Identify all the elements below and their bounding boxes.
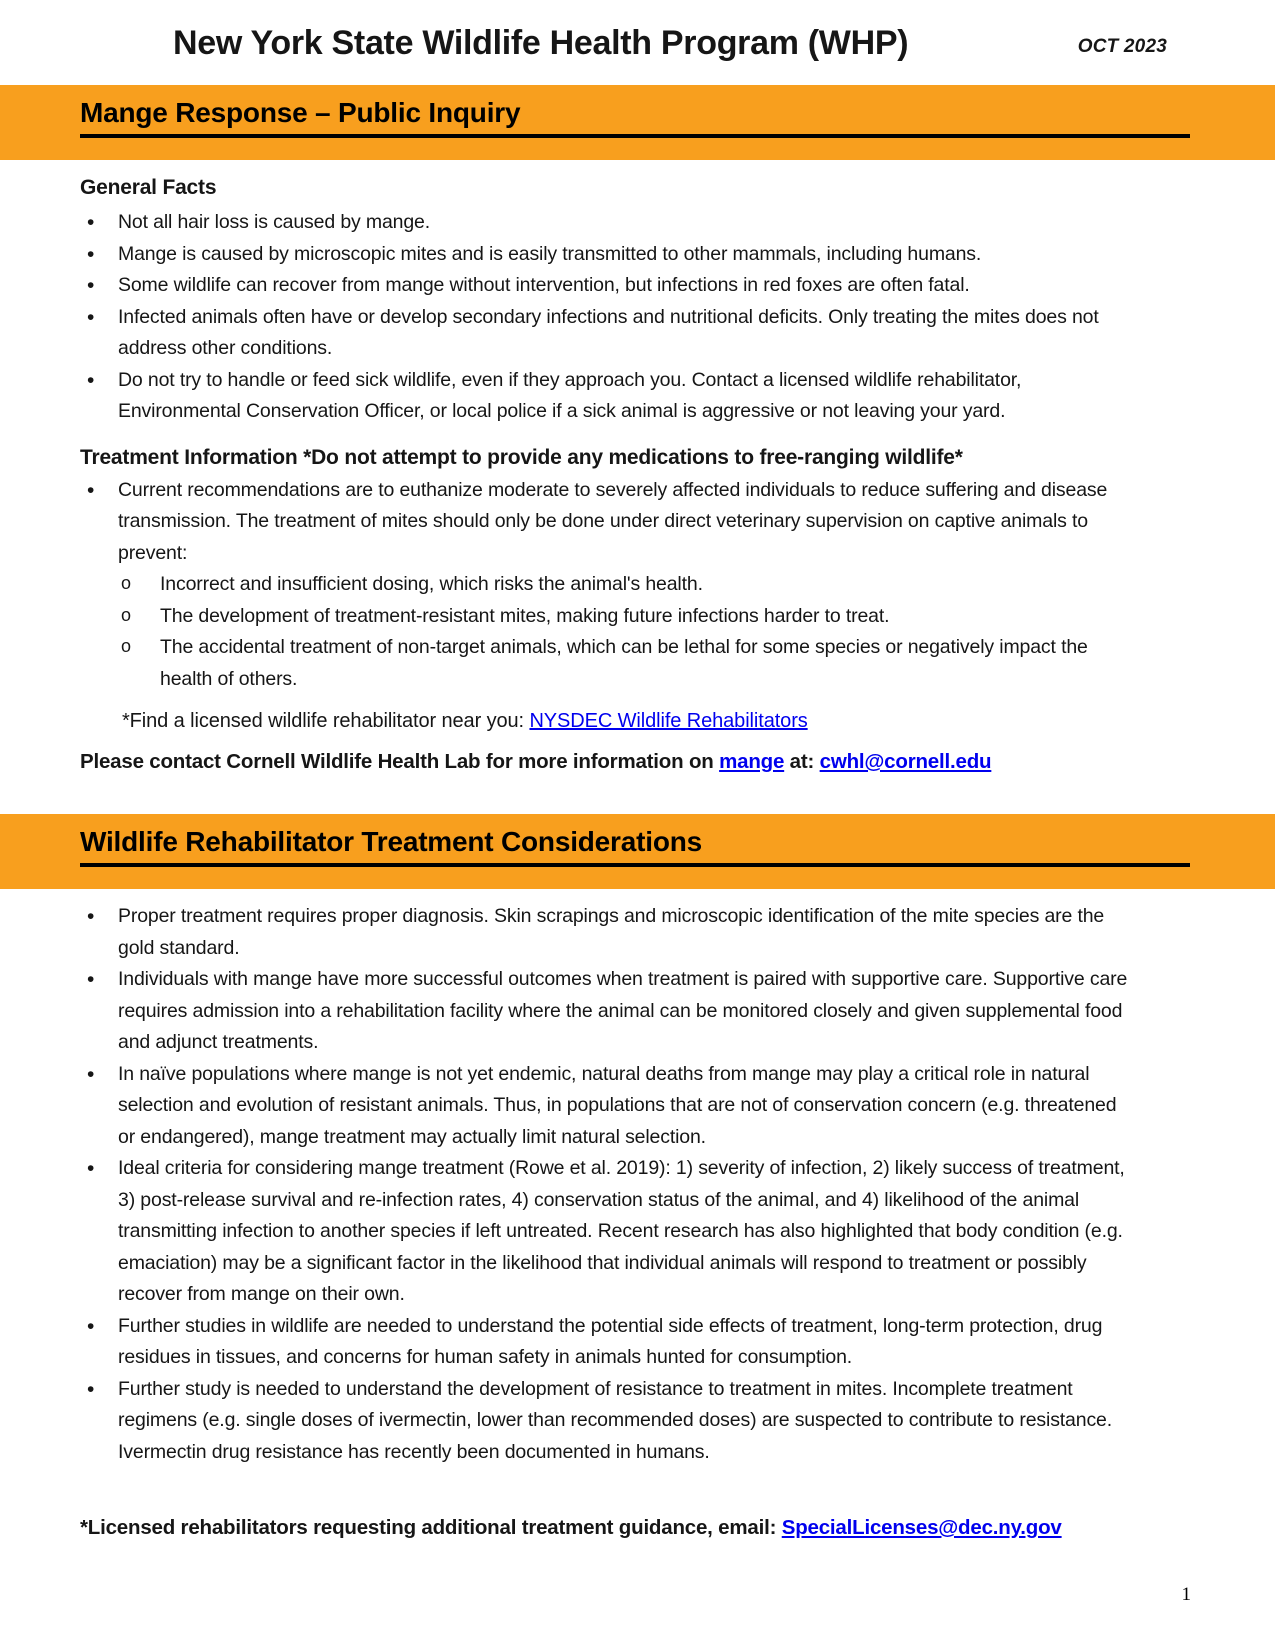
list-item: • Ideal criteria for considering mange treatment (Rowe et al. 2019): 1) severity of infection, 2) likely success of treatment, 3) post-release survival and re-infection rates, 4) conservation status of the animal, and 4) likelihood of the animal transmitting infection to another species if left untreated. Recent research has also highlighted that body condition (e.g. emaciation) may be a significant factor in the likelihood that individual animals will respond to treatment or possibly recover from mange on their own. xyxy=(80,1153,1135,1311)
cwhl-email-link[interactable]: cwhl@cornell.edu xyxy=(819,750,992,773)
document-date: OCT 2023 xyxy=(1077,36,1167,57)
considerations-list xyxy=(80,901,1135,1468)
general-facts-list xyxy=(80,207,1135,428)
find-rehabilitator-text: *Find a licensed wildlife rehabilitator near you: xyxy=(122,710,530,732)
sub-list-item: o Incorrect and insufficient dosing, which risks the animal's health. xyxy=(118,569,1135,601)
nysdec-rehabilitators-link[interactable]: NYSDEC Wildlife Rehabilitators xyxy=(529,710,808,732)
licensed-rehabilitators-footer xyxy=(80,1516,1062,1540)
section-rehabilitator-considerations-content xyxy=(0,901,1275,1468)
list-item: • Further studies in wildlife are needed to understand the potential side effects of treatment, long-term protection, drug residues in tissues, and concerns for human safety in animals hunted for consumption. xyxy=(80,1311,1135,1374)
document-title: New York State Wildlife Health Program (WHP) xyxy=(173,24,909,62)
list-item: • Some wildlife can recover from mange without intervention, but infections in red foxes are often fatal. xyxy=(80,270,1135,302)
list-item: • Individuals with mange have more successful outcomes when treatment is paired with supportive care. Supportive care requires admission into a rehabilitation facility where the animal can be monitored closely and given supplemental food and adjunct treatments. xyxy=(80,964,1135,1059)
section-banner-mange-response xyxy=(0,85,1275,160)
treatment-information-heading: Treatment Information *Do not attempt to provide any medications to free-ranging wildlife* xyxy=(80,445,963,469)
footer-text: *Licensed rehabilitators requesting additional treatment guidance, email: xyxy=(80,1516,782,1539)
section-heading-mange-response: Mange Response – Public Inquiry xyxy=(80,96,1190,138)
cornell-contact-line xyxy=(80,746,1135,777)
cornell-contact-text: Please contact Cornell Wildlife Health Lab for more information on xyxy=(80,750,720,773)
mange-link[interactable]: mange xyxy=(719,750,785,773)
section-mange-response-content xyxy=(0,172,1275,777)
treatment-sub-list xyxy=(118,569,1135,695)
section-banner-rehabilitator-considerations xyxy=(0,814,1275,889)
list-item: • Proper treatment requires proper diagnosis. Skin scrapings and microscopic identification of the mite species are the gold standard. xyxy=(80,901,1135,964)
find-rehabilitator-line xyxy=(122,706,1135,737)
general-facts-heading: General Facts xyxy=(80,176,217,199)
list-item: • Mange is caused by microscopic mites and is easily transmitted to other mammals, including humans. xyxy=(80,239,1135,271)
page-number: 1 xyxy=(1181,1584,1191,1605)
sub-list-item: o The development of treatment-resistant mites, making future infections harder to treat. xyxy=(118,601,1135,633)
list-item: • Do not try to handle or feed sick wildlife, even if they approach you. Contact a licensed wildlife rehabilitator, Environmental Conservation Officer, or local police if a sick animal is aggressive or not leaving your yard. xyxy=(80,365,1135,428)
treatment-information-list xyxy=(80,475,1135,570)
cornell-contact-text-middle: at: xyxy=(784,750,820,773)
list-item: • Not all hair loss is caused by mange. xyxy=(80,207,1135,239)
document-header xyxy=(0,0,1275,85)
sub-list-item: o The accidental treatment of non-target animals, which can be lethal for some species or negatively impact the health of others. xyxy=(118,632,1135,695)
list-item: • Current recommendations are to euthanize moderate to severely affected individuals to reduce suffering and disease transmission. The treatment of mites should only be done under direct veterinary supervision on captive animals to prevent: xyxy=(80,475,1135,570)
list-item: • Infected animals often have or develop secondary infections and nutritional deficits. Only treating the mites does not address other conditions. xyxy=(80,302,1135,365)
section-heading-rehabilitator-considerations: Wildlife Rehabilitator Treatment Considerations xyxy=(80,825,1190,867)
list-item: • Further study is needed to understand the development of resistance to treatment in mites. Incomplete treatment regimens (e.g. single doses of ivermectin, lower than recommended doses) are suspected to contribute to resistance. Ivermectin drug resistance has recently been documented in humans. xyxy=(80,1374,1135,1469)
list-item: • In naïve populations where mange is not yet endemic, natural deaths from mange may play a critical role in natural selection and evolution of resistant animals. Thus, in populations that are not of conservation concern (e.g. threatened or endangered), mange treatment may actually limit natural selection. xyxy=(80,1059,1135,1154)
special-licenses-email-link[interactable]: SpecialLicenses@dec.ny.gov xyxy=(781,1516,1062,1539)
